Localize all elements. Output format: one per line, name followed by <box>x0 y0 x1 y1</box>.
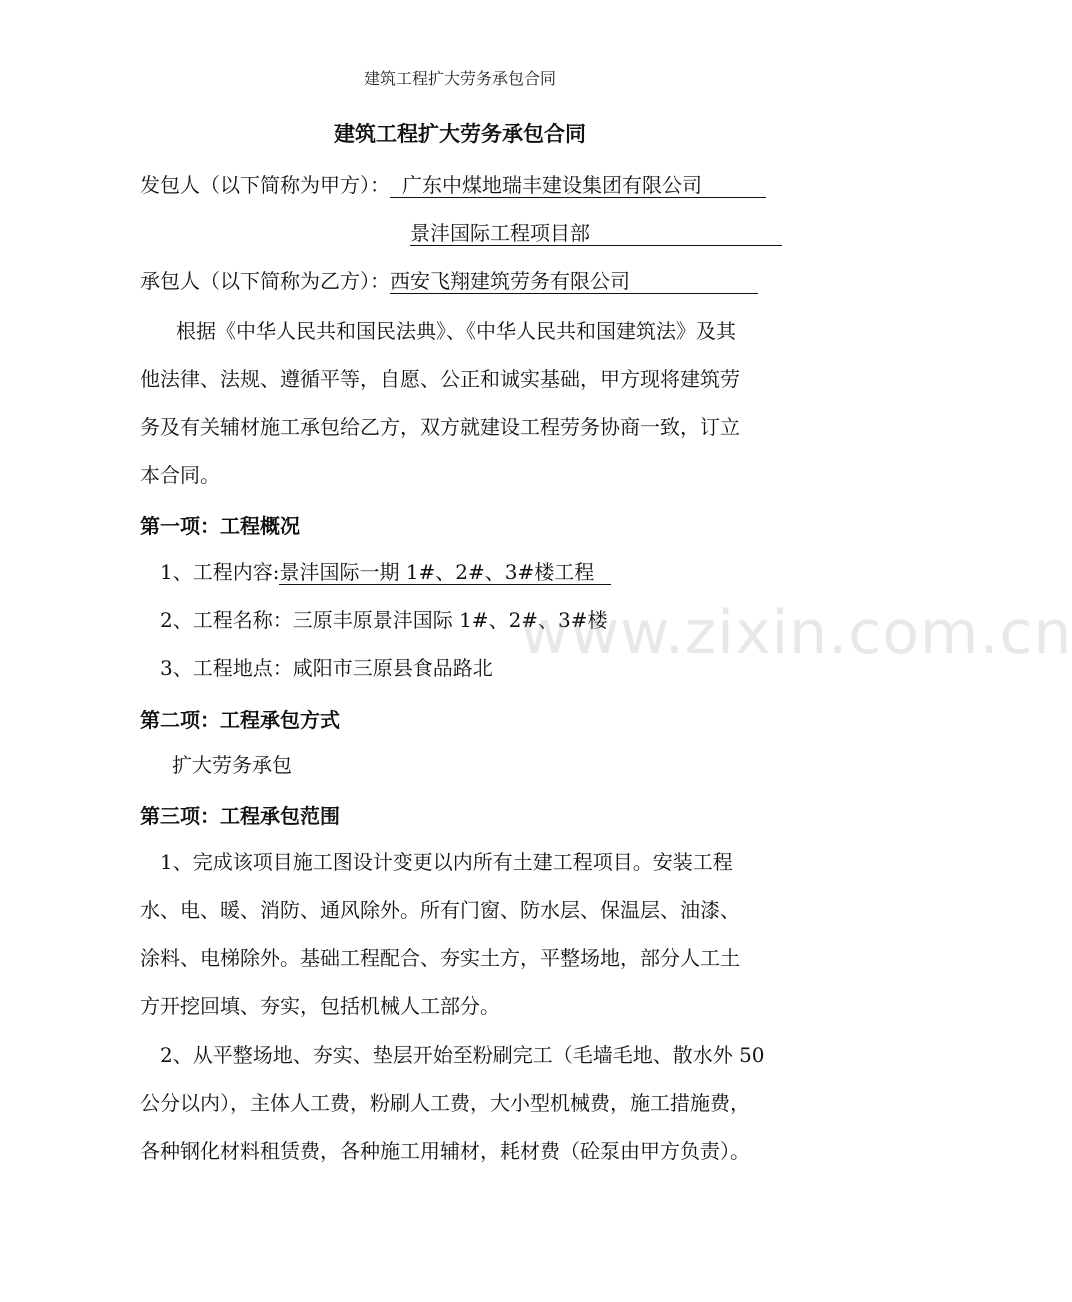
party-a-row <box>140 172 766 198</box>
party-a-dept: 景沣国际工程项目部 <box>410 220 782 246</box>
section-3-para-2-line-2: 公分以内），主体人工费，粉刷人工费，大小型机械费，施工措施费， <box>140 1091 750 1115</box>
party-b-name: 西安飞翔建筑劳务有限公司 <box>390 268 758 294</box>
preamble-line-4: 本合同。 <box>140 463 220 487</box>
item-1-label: 1、工程内容: <box>160 560 280 584</box>
section-3-para-1-line-1: 1、完成该项目施工图设计变更以内所有土建工程项目。安装工程 <box>160 850 733 874</box>
party-a-name: 广东中煤地瑞丰建设集团有限公司 <box>390 172 766 198</box>
party-b-label: 承包人（以下简称为乙方）： <box>140 269 390 293</box>
party-a-label: 发包人（以下简称为甲方）： <box>140 173 390 197</box>
running-header: 建筑工程扩大劳务承包合同 <box>363 69 556 88</box>
section-3-heading: 第三项：工程承包范围 <box>140 804 340 828</box>
watermark: www.zixin.com.cn <box>520 598 1072 668</box>
item-1-value: 景沣国际一期 1#、2#、3#楼工程 <box>279 559 611 585</box>
section-3-para-1-line-3: 涂料、电梯除外。基础工程配合、夯实土方，平整场地，部分人工土 <box>140 946 740 970</box>
section-1-item-2: 2、工程名称：三原丰原景沣国际 1#、2#、3#楼 <box>160 608 608 632</box>
section-3-para-1-line-2: 水、电、暖、消防、通风除外。所有门窗、防水层、保温层、油漆、 <box>140 898 740 922</box>
section-2-body: 扩大劳务承包 <box>172 753 292 777</box>
section-3-para-1-line-4: 方开挖回填、夯实，包括机械人工部分。 <box>140 994 500 1018</box>
party-b-row <box>140 268 758 294</box>
document-title: 建筑工程扩大劳务承包合同 <box>334 121 586 146</box>
preamble-line-1: 根据《中华人民共和国民法典》、《中华人民共和国建筑法》及其 <box>176 319 736 343</box>
section-1-item-1 <box>160 559 611 585</box>
preamble-line-3: 务及有关辅材施工承包给乙方，双方就建设工程劳务协商一致，订立 <box>140 415 740 439</box>
section-3-para-2-line-3: 各种钢化材料租赁费，各种施工用辅材，耗材费（砼泵由甲方负责）。 <box>140 1139 750 1163</box>
party-a-dept-row <box>410 220 782 246</box>
section-2-heading: 第二项：工程承包方式 <box>140 708 340 732</box>
section-1-heading: 第一项：工程概况 <box>140 514 300 538</box>
section-3-para-2-line-1: 2、从平整场地、夯实、垫层开始至粉刷完工（毛墙毛地、散水外 50 <box>160 1043 765 1067</box>
section-1-item-3: 3、工程地点：咸阳市三原县食品路北 <box>160 656 493 680</box>
preamble-line-2: 他法律、法规、遵循平等，自愿、公正和诚实基础，甲方现将建筑劳 <box>140 367 740 391</box>
